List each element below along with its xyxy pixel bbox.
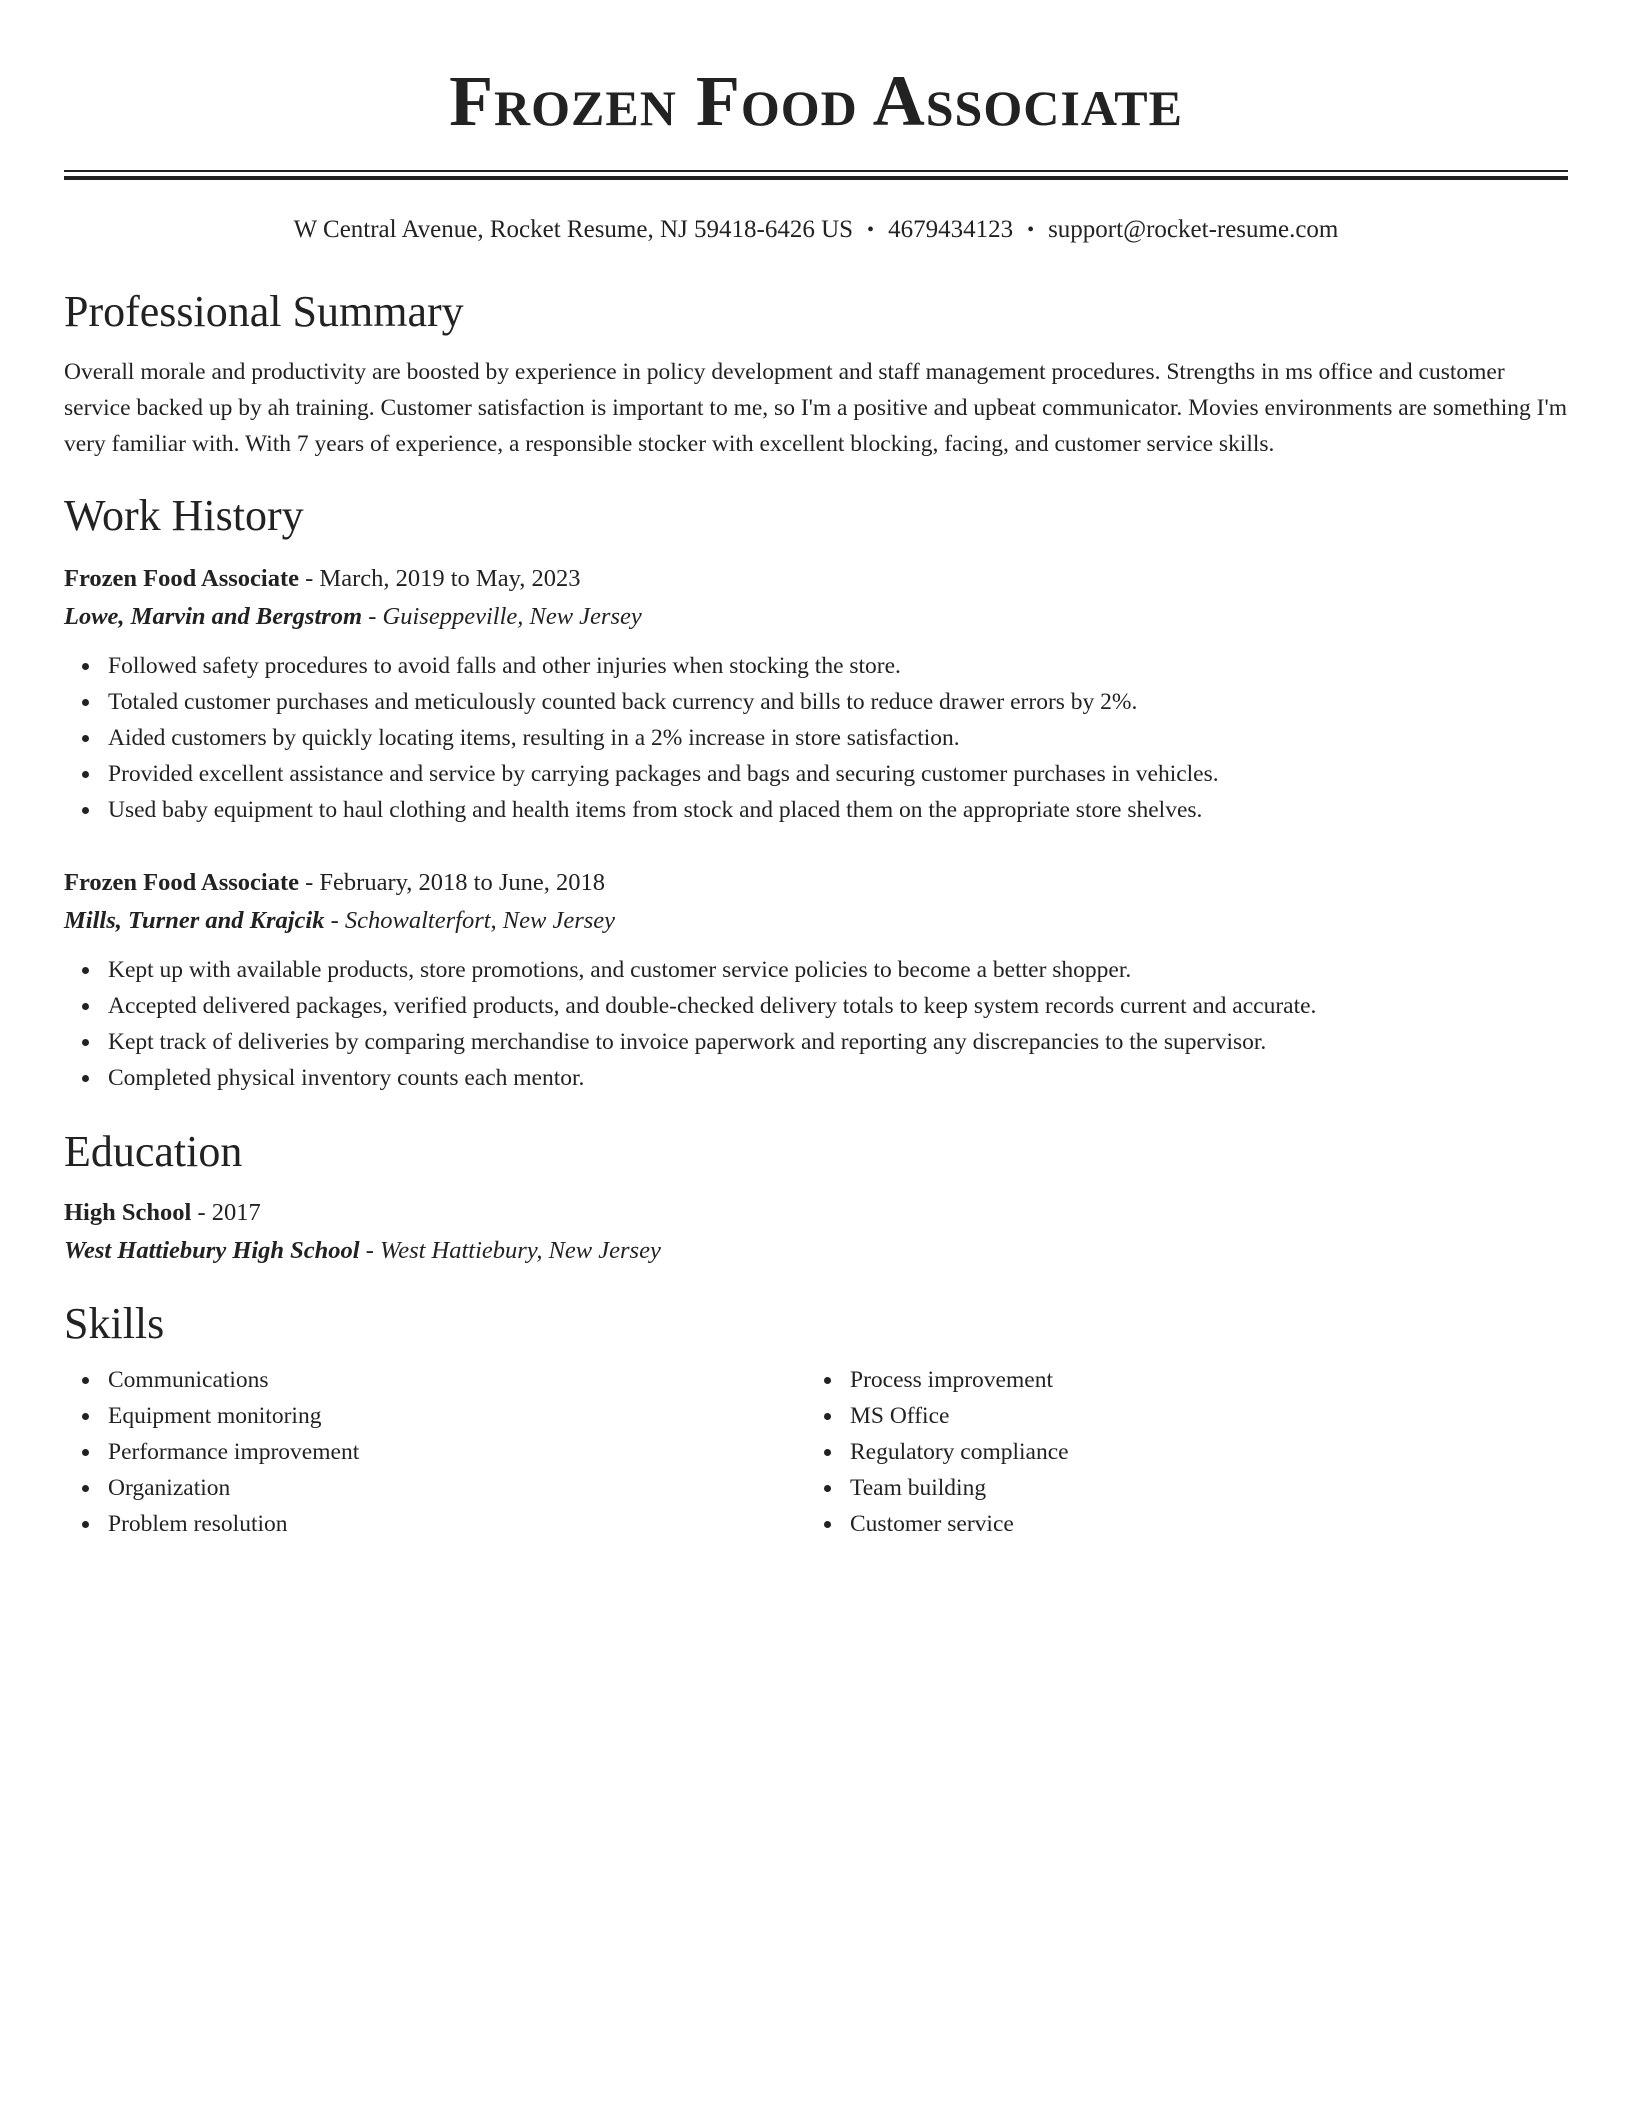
education-entry xyxy=(64,1194,1568,1270)
job-bullet: Accepted delivered packages, verified products, and double-checked delivery totals to keep system records current and accurate. xyxy=(108,988,1568,1024)
education-location: West Hattiebury, New Jersey xyxy=(380,1237,661,1264)
job-bullet: Followed safety procedures to avoid falls and other injuries when stocking the store. xyxy=(108,648,1568,684)
job-bullet-list xyxy=(64,648,1568,828)
education-school: West Hattiebury High School xyxy=(64,1237,360,1264)
job-title-line xyxy=(64,864,1568,902)
job-position: Frozen Food Associate xyxy=(64,869,299,896)
skills-list-left xyxy=(64,1362,806,1542)
job-dates: February, 2018 to June, 2018 xyxy=(319,869,605,896)
education-degree: High School xyxy=(64,1199,192,1226)
education-school-line xyxy=(64,1232,1568,1270)
skills-list-right xyxy=(806,1362,1548,1542)
contact-address: W Central Avenue, Rocket Resume, NJ 59418-6426 US xyxy=(293,216,854,243)
job-dash: - xyxy=(305,565,314,592)
header-double-rule xyxy=(64,170,1568,180)
job-dash: - xyxy=(330,907,339,934)
contact-email: support@rocket-resume.com xyxy=(1048,216,1339,243)
job-company-line xyxy=(64,902,1568,940)
skills-column-left xyxy=(64,1362,806,1542)
job-entry xyxy=(64,560,1568,828)
work-history-heading: Work History xyxy=(64,491,304,540)
education-degree-line xyxy=(64,1194,1568,1232)
skill-item: Performance improvement xyxy=(108,1434,806,1470)
job-dates: March, 2019 to May, 2023 xyxy=(319,565,581,592)
job-company-line xyxy=(64,598,1568,636)
job-bullet: Completed physical inventory counts each mentor. xyxy=(108,1060,1568,1096)
skills-column-right xyxy=(806,1362,1548,1542)
skill-item: Communications xyxy=(108,1362,806,1398)
job-position: Frozen Food Associate xyxy=(64,565,299,592)
education-heading: Education xyxy=(64,1127,243,1176)
contact-separator-bullet: • xyxy=(867,219,875,241)
skill-item: MS Office xyxy=(850,1398,1548,1434)
skill-item: Equipment monitoring xyxy=(108,1398,806,1434)
contact-phone: 4679434123 xyxy=(888,216,1014,243)
job-bullet: Kept track of deliveries by comparing merchandise to invoice paperwork and reporting any discrepancies to the supervisor. xyxy=(108,1024,1568,1060)
job-bullet: Totaled customer purchases and meticulously counted back currency and bills to reduce drawer errors by 2%. xyxy=(108,684,1568,720)
education-dash: - xyxy=(365,1237,374,1264)
contact-separator-bullet: • xyxy=(1027,219,1035,241)
job-location: Guiseppeville, New Jersey xyxy=(382,603,642,630)
skills-heading: Skills xyxy=(64,1299,165,1348)
skill-item: Process improvement xyxy=(850,1362,1548,1398)
job-dash: - xyxy=(368,603,377,630)
skill-item: Customer service xyxy=(850,1506,1548,1542)
job-bullet: Provided excellent assistance and service by carrying packages and bags and securing customer purchases in vehicles. xyxy=(108,756,1568,792)
job-location: Schowalterfort, New Jersey xyxy=(344,907,616,934)
education-dash: - xyxy=(197,1199,206,1226)
job-dash: - xyxy=(305,869,314,896)
job-title-line xyxy=(64,560,1568,598)
education-year: 2017 xyxy=(211,1199,261,1226)
job-bullet: Aided customers by quickly locating items, resulting in a 2% increase in store satisfaction. xyxy=(108,720,1568,756)
skill-item: Regulatory compliance xyxy=(850,1434,1548,1470)
contact-line xyxy=(64,214,1568,246)
skill-item: Team building xyxy=(850,1470,1548,1506)
job-entry xyxy=(64,864,1568,1096)
job-bullet: Kept up with available products, store promotions, and customer service policies to become a better shopper. xyxy=(108,952,1568,988)
job-bullet-list xyxy=(64,952,1568,1096)
job-company: Lowe, Marvin and Bergstrom xyxy=(64,603,363,630)
resume-name-heading: Frozen Food Associate xyxy=(449,61,1183,141)
skill-item: Problem resolution xyxy=(108,1506,806,1542)
job-bullet: Used baby equipment to haul clothing and health items from stock and placed them on the appropriate store shelves. xyxy=(108,792,1568,828)
skills-grid xyxy=(64,1362,1568,1542)
job-company: Mills, Turner and Krajcik xyxy=(64,907,325,934)
skill-item: Organization xyxy=(108,1470,806,1506)
summary-heading: Professional Summary xyxy=(64,287,464,336)
summary-text: Overall morale and productivity are boosted by experience in policy development and staff management procedures. Strengths in ms office and customer service backed up by ah training. Customer satisfaction is important to me, so I'm a positive and upbeat communicator. Movies environments are something I'm very familiar with. With 7 years of experience, a responsible stocker with excellent blocking, facing, and customer service skills. xyxy=(64,359,1567,457)
